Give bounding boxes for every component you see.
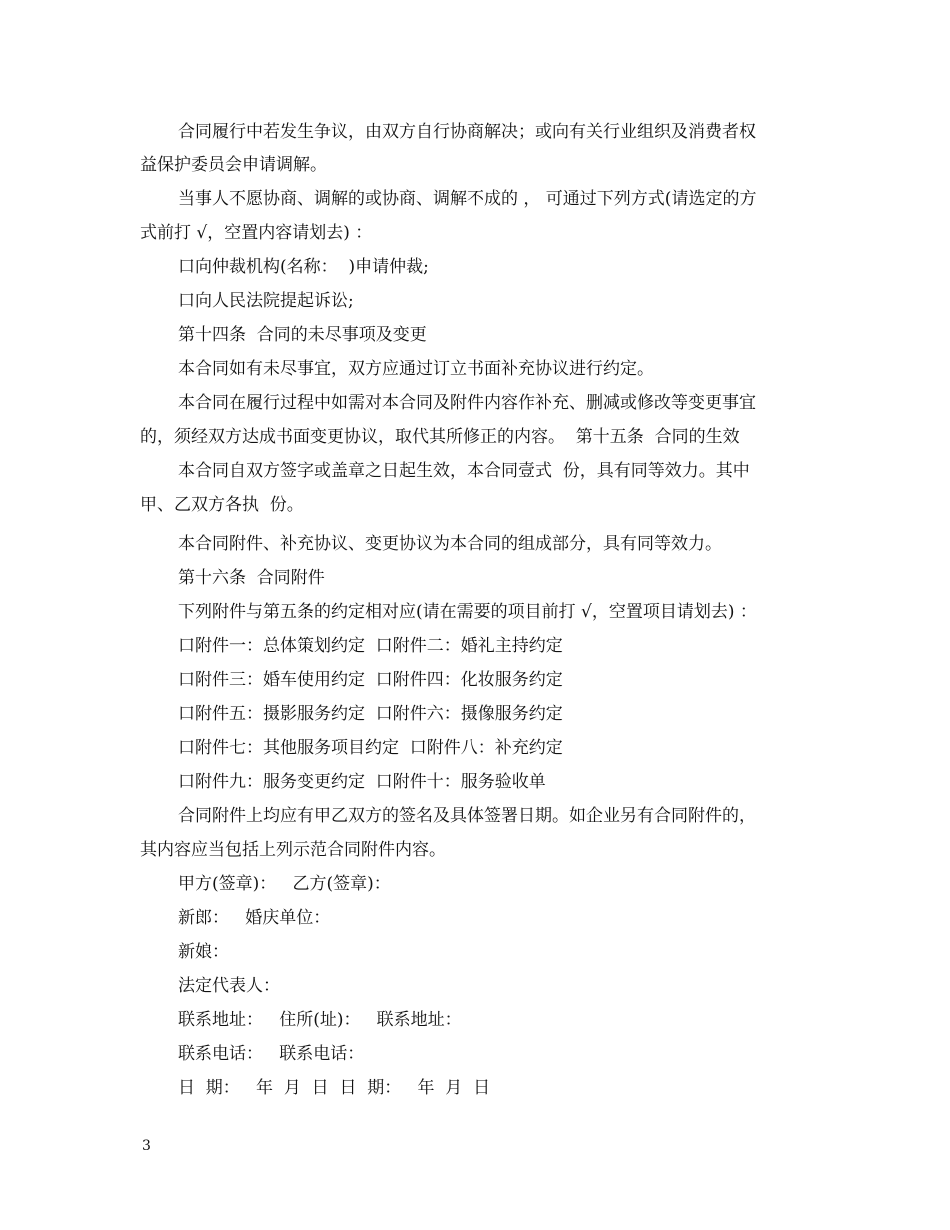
paragraph-line: 当事人不愿协商、调解的或协商、调解不成的 ， 可通过下列方式(请选定的方 [178,189,757,209]
signature-line: 日 期： 年 月 日 日 期： 年 月 日 [178,1078,491,1098]
paragraph-line: 本合同如有未尽事宜，双方应通过订立书面补充协议进行约定。 [178,359,654,379]
signature-line: 联系地址： 住所(址)： 联系地址： [178,1010,462,1030]
paragraph-line: 口向人民法院提起诉讼; [178,291,354,311]
section-heading: 第十六条 合同附件 [178,568,325,588]
signature-line: 法定代表人： [178,976,280,996]
signature-line: 甲方(签章)： 乙方(签章)： [178,874,391,894]
paragraph-line: 的，须经双方达成书面变更协议，取代其所修正的内容。 第十五条 合同的生效 [140,427,740,447]
paragraph-line: 益保护委员会申请调解。 [140,155,327,175]
paragraph-line: 本合同在履行过程中如需对本合同及附件内容作补充、删减或修改等变更事宜 [178,393,756,413]
paragraph-line: 合同履行中若发生争议，由双方自行协商解决；或向有关行业组织及消费者权 [178,122,756,142]
paragraph-line: 式前打 √，空置内容请划去) ： [140,223,373,243]
paragraph-line: 本合同附件、补充协议、变更协议为本合同的组成部分，具有同等效力。 [178,534,722,554]
section-heading: 第十四条 合同的未尽事项及变更 [178,325,427,345]
checkbox-option-line: 口附件五：摄影服务约定 口附件六：摄像服务约定 [178,704,563,724]
paragraph-line: 其内容应当包括上列示范合同附件内容。 [140,840,446,860]
paragraph-line: 口向仲裁机构(名称： )申请仲裁; [178,257,429,277]
paragraph-line: 本合同自双方签字或盖章之日起生效，本合同壹式 份，具有同等效力。其中 [178,461,750,481]
signature-line: 新郎： 婚庆单位： [178,908,331,928]
paragraph-line: 甲、乙双方各执 份。 [140,495,304,515]
checkbox-option-line: 口附件一：总体策划约定 口附件二：婚礼主持约定 [178,636,563,656]
signature-line: 联系电话： 联系电话： [178,1044,365,1064]
checkbox-option-line: 口附件七：其他服务项目约定 口附件八：补充约定 [178,738,563,758]
checkbox-option-line: 口附件九：服务变更约定 口附件十：服务验收单 [178,772,546,792]
page-number: 3 [142,1138,151,1154]
signature-line: 新娘： [178,942,229,962]
paragraph-line: 下列附件与第五条的约定相对应(请在需要的项目前打 √，空置项目请划去) ： [178,602,757,622]
paragraph-line: 合同附件上均应有甲乙双方的签名及具体签署日期。如企业另有合同附件的， [178,806,756,826]
checkbox-option-line: 口附件三：婚车使用约定 口附件四：化妆服务约定 [178,670,563,690]
